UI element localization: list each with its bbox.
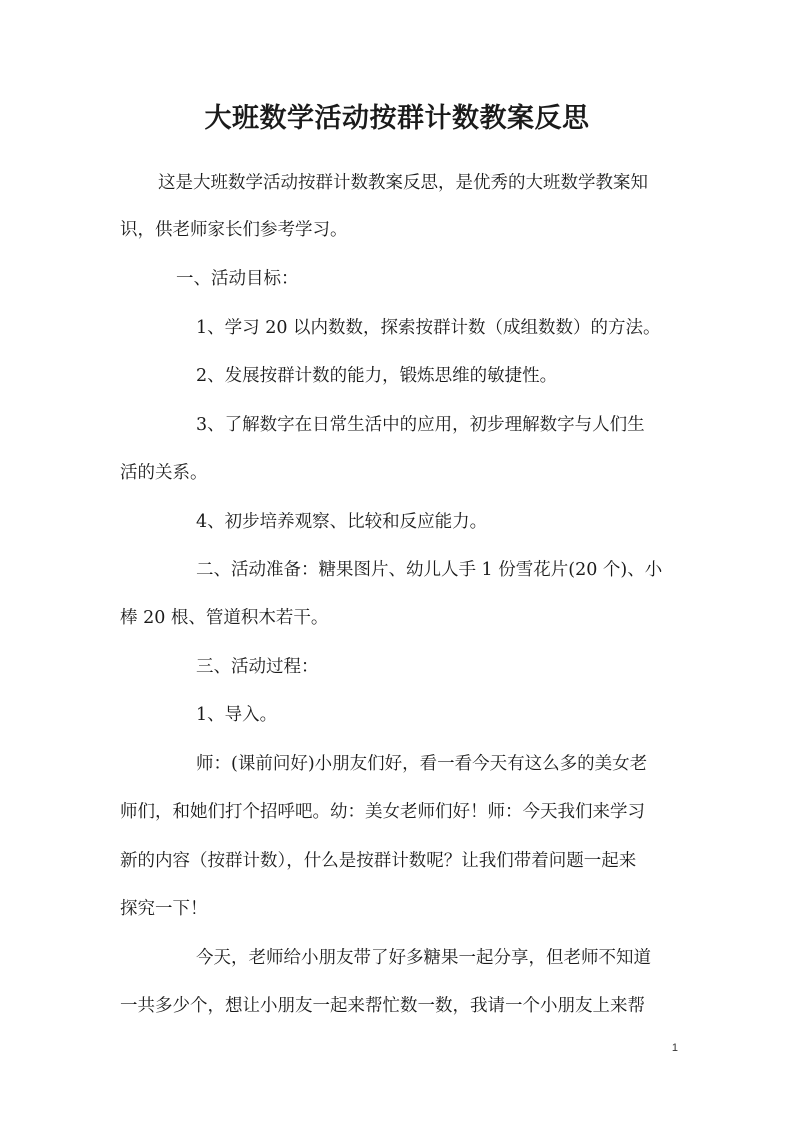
paragraph-line: 师们，和她们打个招呼吧。幼：美女老师们好！师：今天我们来学习 <box>120 802 645 822</box>
section-heading: 二、活动准备：糖果图片、幼儿人手 1 份雪花片(20 个)、小 <box>196 560 663 580</box>
paragraph-line: 识，供老师家长们参考学习。 <box>120 220 348 240</box>
paragraph-line: 探究一下！ <box>120 899 208 919</box>
paragraph-line: 1、导入。 <box>196 705 278 725</box>
paragraph-line: 师：(课前问好)小朋友们好，看一看今天有这么多的美女老 <box>196 754 648 774</box>
paragraph-line: 棒 20 根、管道积木若干。 <box>120 608 329 628</box>
paragraph-line: 今天，老师给小朋友带了好多糖果一起分享，但老师不知道 <box>196 948 651 968</box>
section-heading: 三、活动过程： <box>196 657 319 677</box>
paragraph-line: 3、了解数字在日常生活中的应用，初步理解数字与人们生 <box>196 415 645 435</box>
document-title: 大班数学活动按群计数教案反思 <box>204 103 590 134</box>
page-number: 1 <box>671 1042 678 1054</box>
paragraph-line: 活的关系。 <box>120 463 208 483</box>
paragraph-line: 新的内容（按群计数），什么是按群计数呢？让我们带着问题一起来 <box>120 851 637 871</box>
paragraph-line: 一共多少个，想让小朋友一起来帮忙数一数，我请一个小朋友上来帮 <box>120 996 645 1016</box>
section-heading: 一、活动目标： <box>176 269 299 289</box>
paragraph-line: 1、学习 20 以内数数，探索按群计数（成组数数）的方法。 <box>196 318 661 338</box>
paragraph-line: 4、初步培养观察、比较和反应能力。 <box>196 512 488 532</box>
paragraph-line: 2、发展按群计数的能力，锻炼思维的敏捷性。 <box>196 366 558 386</box>
paragraph-line: 这是大班数学活动按群计数教案反思，是优秀的大班数学教案知 <box>158 173 648 193</box>
